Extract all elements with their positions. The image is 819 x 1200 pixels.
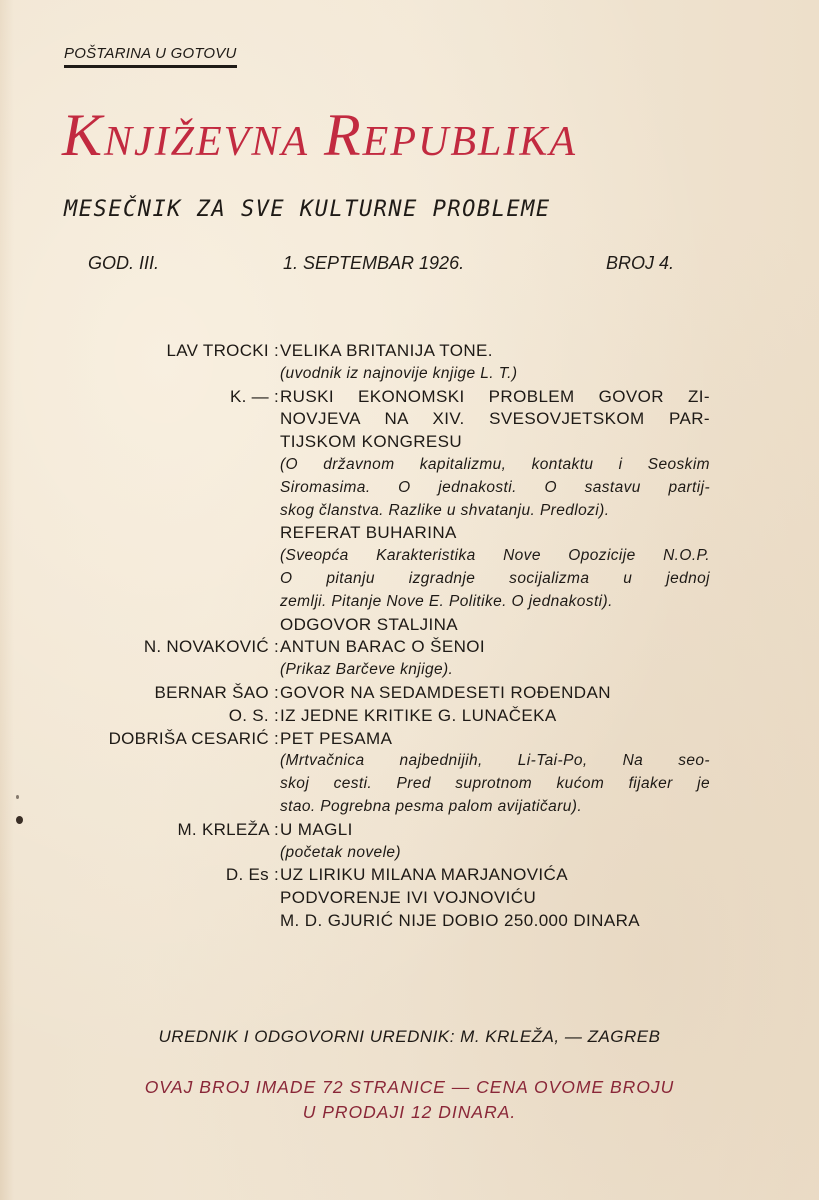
toc-article-title: GOVOR NA SEDAMDESETI ROĐENDAN <box>280 682 611 702</box>
toc-article-title: M. D. GJURIĆ NIJE DOBIO 250.000 DINARA <box>280 910 641 930</box>
toc-article-title: ODGOVOR STALJINA <box>280 614 459 634</box>
price-line-2: U PRODAJI 12 DINARA. <box>302 1102 517 1122</box>
margin-mark <box>16 795 19 799</box>
toc-line <box>0 614 819 637</box>
toc-line <box>0 682 819 705</box>
toc-article-title: TIJSKOM KONGRESU <box>280 432 463 452</box>
toc-article-title: IZ JEDNE KRITIKE G. LUNAČEKA <box>280 705 557 725</box>
toc-author: M. KRLEŽA : <box>177 819 279 839</box>
toc-line <box>0 522 819 545</box>
toc-article-title: PET PESAMA <box>280 728 393 748</box>
masthead-word-2: EPUBLIKA <box>362 119 577 165</box>
toc-article-title: PODVORENJE IVI VOJNOVIĆU <box>280 888 537 908</box>
toc-article-note: O pitanju izgradnje socijalizma u jednoj <box>280 569 710 587</box>
toc-article-note: skoj cesti. Pred suprotnom kućom fijaker je <box>280 775 710 793</box>
toc-line <box>0 796 819 819</box>
toc-author: DOBRIŠA CESARIĆ : <box>108 728 279 748</box>
toc-article-note: (O državnom kapitalizmu, kontaktu i Seoskim <box>280 455 710 473</box>
toc-article-title: ANTUN BARAC O ŠENOI <box>280 637 486 657</box>
toc-author: N. NOVAKOVIĆ : <box>143 637 279 657</box>
toc-article-note: zemlji. Pitanje Nove E. Politike. O jednakosti). <box>280 592 613 610</box>
toc-line <box>0 454 819 477</box>
toc-article-note: (Prikaz Barčeve knjige). <box>280 661 454 679</box>
toc-line <box>0 750 819 773</box>
toc-line <box>0 477 819 500</box>
masthead-word-1: NJIŽEVNA <box>104 119 310 165</box>
toc-author: BERNAR ŠAO : <box>154 682 279 702</box>
toc-author: O. S. : <box>228 705 279 725</box>
toc-author: K. — : <box>229 386 279 406</box>
toc-line <box>0 728 819 751</box>
toc-line <box>0 636 819 659</box>
table-of-contents <box>0 340 819 933</box>
issue-info <box>0 253 819 277</box>
toc-article-note: stao. Pogrebna pesma palom avijatičaru). <box>280 797 583 815</box>
toc-line <box>0 773 819 796</box>
toc-article-note: (početak novele) <box>280 843 401 861</box>
toc-article-title: VELIKA BRITANIJA TONE. <box>280 341 493 360</box>
margin-mark <box>16 816 23 824</box>
toc-line <box>0 568 819 591</box>
toc-line <box>0 431 819 454</box>
toc-article-title: U MAGLI <box>280 819 353 839</box>
toc-author: D. Es : <box>225 865 279 885</box>
toc-article-note: skog članstva. Razlike u shvatanju. Predlozi). <box>280 501 610 519</box>
toc-article-title: NOVJEVA NA XIV. SVESOVJETSKOM PAR- <box>280 409 710 429</box>
toc-line <box>0 408 819 431</box>
toc-line <box>0 386 819 409</box>
toc-article-title: UZ LIRIKU MILANA MARJANOVIĆA <box>280 865 568 885</box>
toc-line <box>0 659 819 682</box>
issue-year: GOD. III. <box>88 253 160 273</box>
toc-article-note: (uvodnik iz najnovije knjige L. T.) <box>280 364 518 382</box>
toc-line <box>0 864 819 887</box>
editor-line: UREDNIK I ODGOVORNI UREDNIK: M. KRLEŽA, — ZAGREB <box>158 1027 661 1046</box>
masthead-initial-1: K <box>62 102 105 168</box>
toc-article-note: Siromasima. O jednakosti. O sastavu partij- <box>280 478 710 496</box>
postage-note: POŠTARINA U GOTOVU <box>64 45 237 68</box>
toc-article-title: RUSKI EKONOMSKI PROBLEM GOVOR ZI- <box>280 386 710 406</box>
toc-line <box>0 363 819 386</box>
toc-line <box>0 910 819 933</box>
toc-line <box>0 887 819 910</box>
toc-line <box>0 842 819 865</box>
toc-article-title: REFERAT BUHARINA <box>280 523 457 543</box>
masthead-subtitle: MESEČNIK ZA SVE KULTURNE PROBLEME <box>64 197 551 222</box>
toc-line <box>0 819 819 842</box>
toc-line <box>0 545 819 568</box>
toc-line <box>0 340 819 363</box>
toc-line <box>0 705 819 728</box>
toc-article-note: (Mrtvačnica najbednijih, Li-Tai-Po, Na seo- <box>280 752 710 770</box>
toc-line <box>0 500 819 523</box>
masthead-title <box>62 102 762 168</box>
price-note <box>0 1075 819 1125</box>
toc-line <box>0 591 819 614</box>
toc-author: LAV TROCKI : <box>166 341 279 360</box>
issue-number: BROJ 4. <box>606 253 675 273</box>
toc-article-note: (Sveopća Karakteristika Nove Opozicije N.O.P. <box>280 547 710 565</box>
masthead-initial-2: R <box>324 102 363 168</box>
issue-date: 1. SEPTEMBAR 1926. <box>283 253 465 273</box>
price-line-1: OVAJ BROJ IMADE 72 STRANICE — CENA OVOME BROJU <box>144 1077 675 1097</box>
